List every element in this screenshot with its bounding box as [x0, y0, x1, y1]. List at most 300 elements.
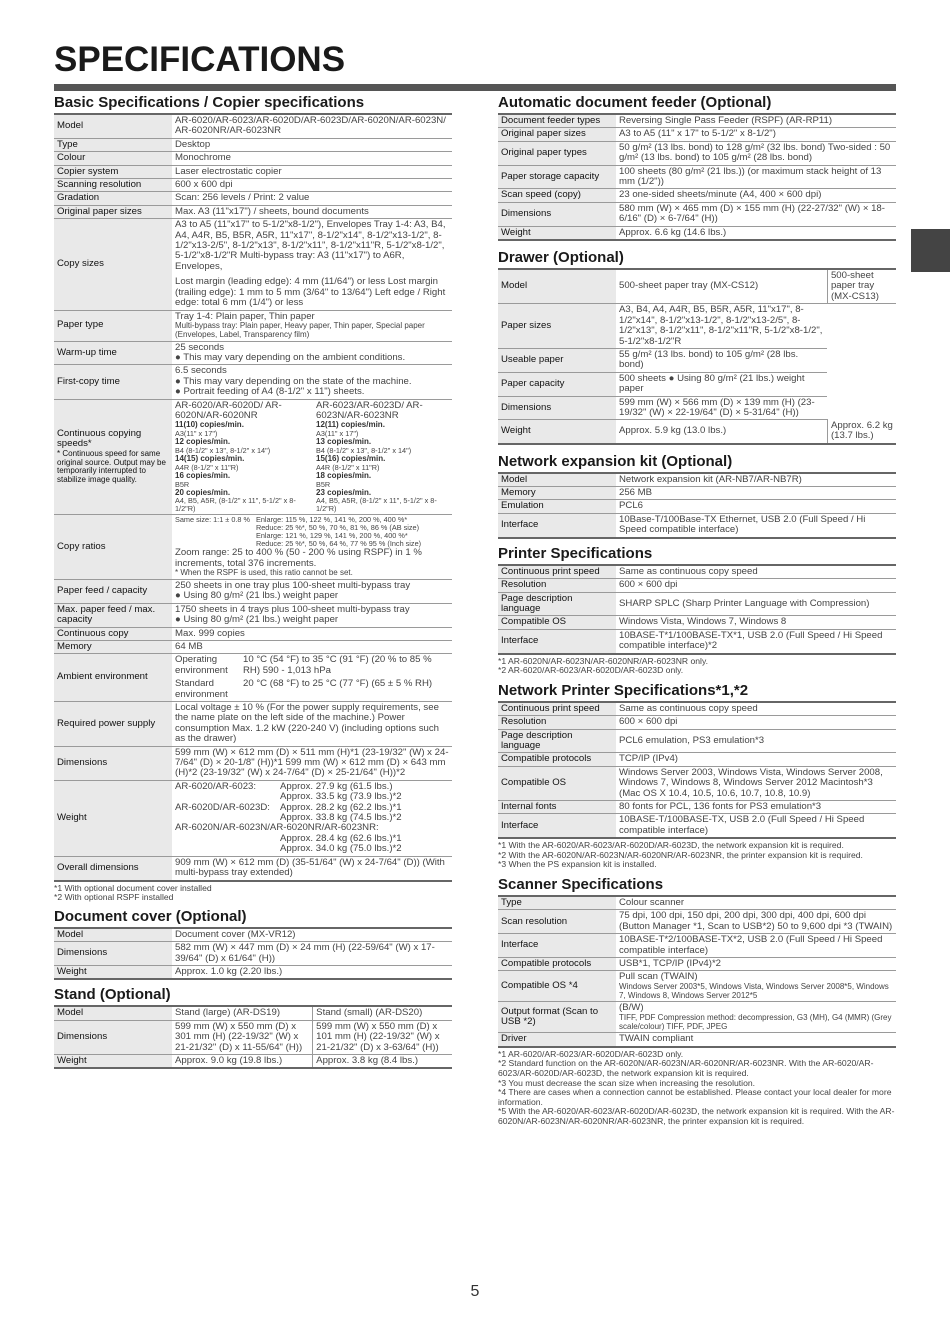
stand-section	[54, 986, 452, 1069]
ratio-zoom: Zoom range: 25 to 400 % (50 - 200 % using RSPF) in 1 % increments, total 376 increments.	[175, 547, 422, 569]
row-value-line: Same as continuous copy speed	[619, 565, 758, 577]
row-value: 909 mm (W) × 612 mm (D) (35-51/64" (W) x 24-7/64" (D)) (With multi-bypass tray extended)	[172, 856, 452, 880]
table-row	[498, 565, 896, 579]
weight-model	[175, 844, 280, 854]
row-value	[616, 513, 896, 537]
speed-value: 12 copies/min.	[175, 437, 231, 447]
row-label: Memory	[498, 487, 616, 500]
speed-value: 13 copies/min.	[316, 437, 372, 447]
section-heading: Network Printer Specifications*1,*2	[498, 681, 749, 699]
table-row	[54, 942, 452, 966]
row-label: Interface	[498, 814, 616, 838]
row-value: 599 mm (W) x 550 mm (D) x 101 mm (H) (22-19/32" (W) x 21-21/32" (D) x 3-63/64" (H))	[313, 1020, 452, 1054]
ambient-sublabel: Standard environment	[175, 678, 228, 700]
row-value	[172, 928, 452, 942]
table-row	[54, 219, 452, 310]
table-row	[54, 138, 452, 151]
row-label: Continuous print speed	[498, 702, 616, 716]
table-row	[498, 579, 896, 592]
row-label: Model	[498, 269, 616, 304]
row-label: Continuous copy	[54, 627, 172, 640]
row-value: Approx. 5.9 kg (13.0 lbs.)	[616, 420, 827, 444]
row-label: Interface	[498, 934, 616, 958]
row-label: Required power supply	[54, 702, 172, 747]
section-heading: Scanner Specifications	[498, 875, 664, 893]
table-row	[54, 179, 452, 192]
row-label: Paper sizes	[498, 304, 616, 349]
footnote: *1 AR-6020N/AR-6023N/AR-6020NR/AR-6023NR only.	[498, 655, 709, 666]
row-value-line: PCL6 emulation, PS3 emulation*3	[619, 734, 765, 746]
row-value-line: 500 sheets ● Using 80 g/m² (21 lbs.) weight paper	[619, 372, 805, 395]
row-value-line: 55 g/m² (13 lbs. bond) to 105 g/m² (28 lbs. bond)	[619, 348, 799, 371]
row-label: Model	[54, 114, 172, 138]
table-row	[498, 202, 896, 226]
table-row	[498, 473, 896, 487]
speed-value: 23 copies/min.	[316, 487, 372, 497]
row-value	[616, 565, 896, 579]
speed-sizes: B5R	[175, 479, 190, 489]
row-value	[616, 473, 896, 487]
row-value-line: 10BASE-T/100BASE-TX, USB 2.0 (Full Speed / Hi Speed compatible interface)	[619, 814, 865, 836]
network-printer-table	[498, 701, 896, 839]
speed-value: 11(10) copies/min.	[175, 420, 244, 430]
table-row	[498, 114, 896, 128]
speed-value: 15(16) copies/min.	[316, 453, 386, 463]
feed-line: ● Using 80 g/m² (21 lbs.) weight paper	[175, 590, 339, 602]
row-value-line: 600 x 600 dpi	[175, 179, 233, 191]
weight-value: Approx. 28.4 kg (62.6 lbs.)*1	[280, 832, 402, 844]
warmup-line: 25 seconds	[175, 341, 225, 353]
table-row	[498, 971, 896, 1002]
speed-value: 16 copies/min.	[175, 470, 231, 480]
table-row	[54, 856, 452, 880]
row-value-line: Document cover (MX-VR12)	[175, 928, 296, 940]
scanner-table	[498, 895, 896, 1048]
row-value: 599 mm (W) × 612 mm (D) × 511 mm (H)*1 (23-19/32" (W) x 24-7/64" (D) × 20-1/8" (H))*1 599 mm (W) × 612 mm (D) × 643 mm (H)*2 (23-19/32" (W) x 24-7/64" (D) × 25-21/64" (H))*2	[172, 746, 452, 780]
row-value	[616, 1033, 896, 1047]
row-value	[616, 910, 896, 934]
firstcopy-line: ● This may vary depending on the state of the machine.	[175, 375, 412, 387]
table-row	[54, 702, 452, 747]
table-row	[498, 753, 896, 766]
maxfeed-line: 1750 sheets in 4 trays plus 100-sheet multi-bypass tray	[175, 603, 410, 615]
row-label: Paper type	[54, 310, 172, 341]
row-label: Scan speed (copy)	[498, 189, 616, 202]
copy-sizes-value: A3 to A5 (11"x17" to 5-1/2"x8-1/2"), Envelopes Tray 1-4: A3, B4, A4, A4R, B5, B5R, A5R, 11"x17", 8-1/2"x14", 8-1/2"x13-1/2", 8-1/2"x13-2/5", 8-1/2"x13", 8-1/2"x11", 8-1/2"x11"R, 5-1/2"x8-1/2", 5-1/2"x8-1/2"R Multi-bypass tray: A3 (11"x17") to A6R, Envelopes,	[175, 219, 446, 272]
row-value	[616, 128, 896, 141]
row-value	[616, 971, 896, 1002]
row-value-line: Same as continuous copy speed	[619, 702, 758, 714]
row-value	[616, 896, 896, 910]
copy-margins-value: Lost margin (leading edge): 4 mm (11/64") or less Lost margin (trailing edge): 1 mm to 5 mm (3/64" to 13/64") Left edge / Right edge: total 6 mm (1/4") or less	[175, 276, 446, 309]
speed-value: 18 copies/min.	[316, 470, 372, 480]
ratio-line: Enlarge: 115 %, 122 %, 141 %, 200 %, 400 %*	[255, 515, 408, 525]
row-value	[172, 152, 452, 165]
table-row	[498, 934, 896, 958]
row-value	[616, 958, 896, 971]
row-value: 64 MB	[172, 640, 452, 653]
row-label: Internal fonts	[498, 800, 616, 813]
right-column	[498, 94, 896, 1127]
row-value: Local voltage ± 10 % (For the power supply requirements, see the name plate on the left side of the machine.) Power consumption Max. 1.2 kW (220-240 V) (including options such as the drawer)	[172, 702, 452, 747]
row-value-line: 599 mm (W) × 566 mm (D) × 139 mm (H) (23-19/32" (W) × 22-19/64" (D) × 5-31/64" (H))	[619, 396, 815, 418]
ambient-value: 10 °C (54 °F) to 35 °C (91 °F) (20 % to 85 % RH) 590 - 1,013 hPa	[243, 654, 432, 676]
row-label: Compatible OS *4	[498, 971, 616, 1002]
row-value	[616, 579, 896, 592]
row-label: Compatible OS	[498, 766, 616, 800]
table-row	[498, 128, 896, 141]
weight-value: Approx. 33.5 kg (73.9 lbs.)*2	[280, 791, 402, 803]
row-value	[616, 934, 896, 958]
printer-table	[498, 564, 896, 655]
table-row	[54, 746, 452, 780]
basic-spec-section	[54, 94, 452, 903]
row-value	[616, 372, 827, 396]
footnote: *5 With the AR-6020/AR-6023/AR-6020D/AR-6023D, the network expansion kit is required. With the AR-6020N/AR-6023N/AR-6020NR/AR-6023NR, the printer expansion kit is required.	[498, 1106, 895, 1126]
row-value-line: TIFF, PDF Compression method: decompression, G3 (MH), G4 (MMR) (Grey scale/colour) TIFF, PDF, JPEG	[619, 1012, 892, 1031]
table-row	[54, 780, 452, 856]
table-row	[498, 420, 896, 444]
row-value-line: (B/W)	[619, 1002, 644, 1014]
adf-table	[498, 113, 896, 241]
row-value-line: Max. A3 (11"x17") / sheets, bound documents	[175, 205, 369, 217]
row-value-line: 100 sheets (80 g/m² (21 lbs.)) (or maximum stack height of 13 mm (1/2"))	[619, 165, 882, 188]
ratio-note: * When the RSPF is used, this ratio cannot be set.	[175, 568, 353, 578]
row-value-line: Scan: 256 levels / Print: 2 value	[175, 192, 310, 204]
row-value-line: TCP/IP (IPv4)	[619, 753, 678, 765]
weight-value: Approx. 34.0 kg (75.0 lbs.)*2	[280, 843, 402, 855]
row-label: Weight	[54, 965, 172, 979]
table-row	[498, 165, 896, 189]
table-row	[498, 304, 896, 349]
row-label: Ambient environment	[54, 654, 172, 702]
speed-sizes: A4, B5, A5R, (8-1/2" x 11", 5-1/2" x 8-1/2"R)	[175, 496, 296, 514]
row-label: First-copy time	[54, 365, 172, 399]
footnote: *4 There are cases when a connection cannot be established. Please contact your local dealer for more information.	[498, 1087, 892, 1107]
table-row	[498, 487, 896, 500]
stand-table	[54, 1005, 452, 1069]
speed-sizes: A3(11" x 17")	[175, 429, 218, 439]
row-label: Output format (Scan to USB *2)	[498, 1002, 616, 1033]
table-row	[498, 348, 896, 372]
paper-type-line: Tray 1-4: Plain paper, Thin paper	[175, 310, 315, 322]
row-value	[172, 165, 452, 178]
speed-sizes: B4 (8-1/2" x 13", 8-1/2" x 14")	[316, 445, 412, 455]
row-label: Paper capacity	[498, 372, 616, 396]
table-row	[54, 310, 452, 341]
table-row	[498, 616, 896, 629]
row-value-line: Windows Server 2003, Windows Vista, Windows Server 2008, Windows 7, Windows 8, Windows Server 2012 Macintosh*3 (Mac OS X 10.4, 10.5, 10.6, 10.7, 10.8, 10.9)	[619, 766, 883, 799]
footnote: *3 You must decrease the scan size when increasing the resolution.	[498, 1077, 756, 1088]
row-label: Useable paper	[498, 348, 616, 372]
row-value-line: TWAIN compliant	[619, 1033, 694, 1045]
ratio-same: Same size: 1:1 ± 0.8 %	[175, 515, 250, 525]
row-value-line: Approx. 6.6 kg (14.6 lbs.)	[619, 226, 727, 238]
left-column	[54, 94, 452, 1069]
row-value	[616, 189, 896, 202]
ratio-line: Reduce: 25 %*, 50 %, 64 %, 77 % 95 % (Inch size)	[255, 539, 422, 549]
row-value	[616, 766, 896, 800]
row-value: 500-sheet paper tray (MX-CS12)	[616, 269, 827, 304]
table-row	[498, 269, 896, 304]
row-value: 500-sheet paper tray (MX-CS13)	[827, 269, 896, 304]
row-label: Continuous copying speeds*	[57, 427, 142, 450]
row-value-line: 580 mm (W) × 465 mm (D) × 155 mm (H) (22-27/32" (W) × 18-6/16" (D) × 6-7/64" (H))	[619, 202, 885, 225]
row-value-line: 10BASE-T*2/100BASE-TX*2, USB 2.0 (Full Speed / Hi Speed compatible interface)	[619, 934, 883, 956]
network-kit-section	[498, 453, 896, 545]
row-value-line: 75 dpi, 100 dpi, 150 dpi, 200 dpi, 300 dpi, 400 dpi, 600 dpi (Button Manager *1, Scan to USB*2) 50 to 9,600 dpi *3 (TWAIN)	[619, 910, 893, 932]
weight-model: AR-6020D/AR-6023D:	[175, 801, 270, 813]
row-label: Paper storage capacity	[498, 165, 616, 189]
network-printer-section	[498, 682, 896, 870]
speed-sizes: A4R (8-1/2" x 11"R)	[175, 462, 239, 472]
network-kit-table	[498, 472, 896, 539]
row-label: Paper feed / capacity	[54, 579, 172, 603]
row-value	[172, 942, 452, 966]
row-value	[616, 753, 896, 766]
weight-value: Approx. 27.9 kg (61.5 lbs.)	[280, 780, 393, 792]
table-row	[498, 716, 896, 729]
speed-value: 14(15) copies/min.	[175, 453, 245, 463]
row-value: Stand (large) (AR-DS19)	[172, 1006, 313, 1020]
row-value-line: Windows Server 2003*5, Windows Vista, Windows Server 2008*5, Windows 7, Windows 8, Windows Server 2012*5	[619, 981, 889, 1000]
row-label: Weight	[54, 1054, 172, 1068]
row-value-line: Monochrome	[175, 152, 231, 164]
row-label: Dimensions	[498, 396, 616, 420]
footnote: *2 AR-6020/AR-6023/AR-6020D/AR-6023D only.	[498, 665, 684, 676]
row-label: Overall dimensions	[54, 856, 172, 880]
footnote: *3 When the PS expansion kit is installed.	[498, 859, 657, 870]
row-label: Model	[498, 473, 616, 487]
table-row	[498, 1002, 896, 1033]
row-label: Max. paper feed / max. capacity	[54, 603, 172, 627]
section-heading: Stand (Optional)	[54, 986, 171, 1004]
row-label: Model	[54, 928, 172, 942]
row-value	[616, 1002, 896, 1033]
row-label: Weight	[498, 226, 616, 240]
footnote: *1 With optional document cover installed	[54, 882, 212, 893]
row-value	[172, 965, 452, 979]
section-heading: Network expansion kit (Optional)	[498, 452, 733, 470]
title-rule	[54, 84, 896, 91]
row-value-line: USB*1, TCP/IP (IPv4)*2	[619, 958, 722, 969]
section-heading: Automatic document feeder (Optional)	[498, 94, 772, 111]
table-row	[498, 814, 896, 838]
drawer-table	[498, 268, 896, 445]
footnote: *2 Standard function on the AR-6020N/AR-6023N/AR-6020NR/AR-6023NR. With the AR-6020/AR-6023/AR-6020D/AR-6023D, the network expansion kit is required.	[498, 1058, 874, 1078]
row-label: Scanning resolution	[54, 179, 172, 192]
page-title: SPECIFICATIONS	[54, 40, 346, 79]
speed-value: 12(11) copies/min.	[316, 420, 385, 430]
table-row	[498, 372, 896, 396]
row-label: Interface	[498, 629, 616, 653]
row-value-line: 256 MB	[619, 487, 653, 499]
drawer-section	[498, 249, 896, 453]
table-row	[498, 702, 896, 716]
row-value-line: A3 to A5 (11" x 17" to 5-1/2" x 8-1/2")	[619, 128, 776, 140]
row-label: Page description language	[498, 729, 616, 753]
weight-model: AR-6020N/AR-6023N/AR-6020NR/AR-6023NR:	[175, 822, 379, 834]
row-value-line: Desktop	[175, 138, 211, 150]
row-label: Warm-up time	[54, 341, 172, 365]
speed-sizes: B5R	[316, 479, 331, 489]
row-label: Type	[54, 138, 172, 151]
table-row	[498, 592, 896, 616]
row-value-line: 600 × 600 dpi	[619, 716, 678, 728]
row-value: Max. 999 copies	[172, 627, 452, 640]
paper-type-line: Multi-bypass tray: Plain paper, Heavy paper, Thin paper, Special paper (Envelopes, Label, Transparency film)	[175, 320, 425, 339]
page-number: 5	[470, 1283, 480, 1300]
row-value-line: AR-6020/AR-6023/AR-6020D/AR-6023D/AR-6020N/AR-6023N/ AR-6020NR/AR-6023NR	[175, 115, 446, 137]
speed-sizes: A3(11" x 17")	[316, 429, 359, 439]
table-row	[54, 341, 452, 365]
footnote: *2 With the AR-6020N/AR-6023N/AR-6020NR/AR-6023NR, the printer expansion kit is required.	[498, 849, 863, 860]
adf-section	[498, 94, 896, 249]
row-label: Emulation	[498, 500, 616, 513]
section-heading: Drawer (Optional)	[498, 249, 624, 267]
section-heading: Basic Specifications / Copier specifications	[54, 94, 365, 111]
table-row	[498, 629, 896, 653]
speed-column-head: AR-6020/AR-6020D/ AR-6020N/AR-6020NR	[175, 399, 282, 421]
printer-section	[498, 545, 896, 676]
row-label: Resolution	[498, 716, 616, 729]
row-label: Compatible protocols	[498, 753, 616, 766]
table-row	[498, 1033, 896, 1047]
row-label: Scan resolution	[498, 910, 616, 934]
row-label: Model	[54, 1006, 172, 1020]
table-row	[54, 579, 452, 603]
table-row	[54, 152, 452, 165]
row-value-line: 50 g/m² (13 lbs. bond) to 128 g/m² (32 lbs. bond) Two-sided : 50 g/m² (13 lbs. bond) to 105 g/m² (28 lbs. bond)	[619, 141, 891, 164]
firstcopy-line: 6.5 seconds	[175, 365, 227, 377]
table-row	[498, 396, 896, 420]
row-value	[616, 592, 896, 616]
table-row	[498, 800, 896, 813]
row-value	[616, 716, 896, 729]
table-row	[54, 603, 452, 627]
scanner-section	[498, 876, 896, 1127]
row-label: Dimensions	[54, 1020, 172, 1054]
continuous-note: * Continuous speed for same original source. Output may be temporarily interrupted to stabilize image quality.	[57, 448, 166, 485]
row-value: Approx. 3.8 kg (8.4 lbs.)	[313, 1054, 452, 1068]
row-label: Gradation	[54, 192, 172, 205]
table-row	[54, 965, 452, 979]
row-value	[616, 165, 896, 189]
table-row	[498, 896, 896, 910]
row-value	[616, 814, 896, 838]
section-heading: Document cover (Optional)	[54, 907, 247, 925]
row-label: Type	[498, 896, 616, 910]
side-tab-marker	[911, 229, 950, 272]
row-value	[616, 396, 827, 420]
weight-model	[175, 834, 280, 844]
row-value: Approx. 9.0 kg (19.8 lbs.)	[172, 1054, 313, 1068]
table-row	[54, 165, 452, 178]
table-row	[498, 500, 896, 513]
row-value	[172, 205, 452, 218]
table-row	[54, 205, 452, 218]
row-value-line: Laser electrostatic copier	[175, 165, 282, 177]
basic-spec-table	[54, 113, 452, 882]
row-value	[616, 226, 896, 240]
row-label: Memory	[54, 640, 172, 653]
row-value-line: PCL6	[619, 500, 643, 512]
table-row	[54, 627, 452, 640]
row-value	[616, 629, 896, 653]
row-label: Driver	[498, 1033, 616, 1047]
table-row	[498, 513, 896, 537]
row-value-line: Reversing Single Pass Feeder (RSPF) (AR-RP11)	[619, 115, 833, 126]
row-value	[616, 304, 827, 349]
ambient-value: 20 °C (68 °F) to 25 °C (77 °F) (65 ± 5 % RH)	[243, 678, 433, 690]
row-value	[616, 702, 896, 716]
row-value: Approx. 6.2 kg (13.7 lbs.)	[827, 420, 896, 444]
row-label: Copy sizes	[54, 219, 172, 310]
footnote: *1 AR-6020/AR-6023/AR-6020D/AR-6023D only.	[498, 1048, 684, 1059]
row-value-line: Network expansion kit (AR-NB7/AR-NB7R)	[619, 473, 802, 485]
table-row	[54, 515, 452, 580]
row-label: Compatible OS	[498, 616, 616, 629]
row-label: Weight	[54, 780, 172, 856]
row-label: Interface	[498, 513, 616, 537]
row-value-line: Pull scan (TWAIN)	[619, 971, 698, 983]
row-value	[616, 348, 827, 372]
row-value-line: 10BASE-T*1/100BASE-TX*1, USB 2.0 (Full Speed / Hi Speed compatible interface)*2	[619, 629, 883, 652]
row-value	[616, 202, 896, 226]
row-value	[616, 141, 896, 165]
table-row	[498, 958, 896, 971]
row-value: 599 mm (W) x 550 mm (D) x 301 mm (H) (22-19/32" (W) x 21-21/32" (D) x 11-55/64" (H))	[172, 1020, 313, 1054]
row-label: Original paper sizes	[54, 205, 172, 218]
row-value	[172, 179, 452, 192]
document-cover-table	[54, 927, 452, 981]
row-value	[172, 138, 452, 151]
table-row	[54, 640, 452, 653]
table-row	[498, 910, 896, 934]
row-value: Stand (small) (AR-DS20)	[313, 1006, 452, 1020]
section-heading: Printer Specifications	[498, 544, 653, 562]
row-value-line: 582 mm (W) × 447 mm (D) × 24 mm (H) (22-59/64" (W) x 17-39/64" (D) x 61/64" (H))	[175, 942, 435, 964]
table-row	[498, 141, 896, 165]
table-row	[54, 1020, 452, 1054]
row-value	[172, 114, 452, 138]
table-row	[498, 729, 896, 753]
speed-sizes: A4R (8-1/2" x 11"R)	[316, 462, 380, 472]
table-row	[54, 1006, 452, 1020]
row-value	[616, 500, 896, 513]
row-value	[616, 114, 896, 128]
ambient-sublabel: Operating environment	[175, 654, 228, 676]
table-row	[54, 654, 452, 702]
row-value-line: 23 one-sided sheets/minute (A4, 400 × 600 dpi)	[619, 189, 822, 201]
table-row	[498, 226, 896, 240]
row-label: Document feeder types	[498, 114, 616, 128]
row-value-line: Approx. 1.0 kg (2.20 lbs.)	[175, 965, 283, 977]
row-label: Colour	[54, 152, 172, 165]
feed-line: 250 sheets in one tray plus 100-sheet multi-bypass tray	[175, 579, 411, 591]
table-row	[54, 192, 452, 205]
table-row	[54, 928, 452, 942]
row-label: Dimensions	[498, 202, 616, 226]
row-label: Resolution	[498, 579, 616, 592]
row-value-line: 600 × 600 dpi	[619, 579, 678, 591]
row-value-line: A3, B4, A4, A4R, B5, B5R, A5R, 11"x17", 8-1/2"x14", 8-1/2"x13-1/2", 8-1/2"x13-2/5", 8-1/2"x13", 8-1/2"x11", 8-1/2"x11"R, 5-1/2"x8-1/2", 5-1/2"x8-1/2"R	[619, 304, 823, 347]
row-value-line: SHARP SPLC (Sharp Printer Language with Compression)	[619, 597, 870, 609]
row-label: Continuous print speed	[498, 565, 616, 579]
ratio-line: Reduce: 25 %*, 50 %, 70 %, 81 %, 86 % (AB size)	[255, 523, 420, 533]
speed-sizes: A4, B5, A5R, (8-1/2" x 11", 5-1/2" x 8-1/2"R)	[316, 496, 437, 514]
row-label: Page description language	[498, 592, 616, 616]
